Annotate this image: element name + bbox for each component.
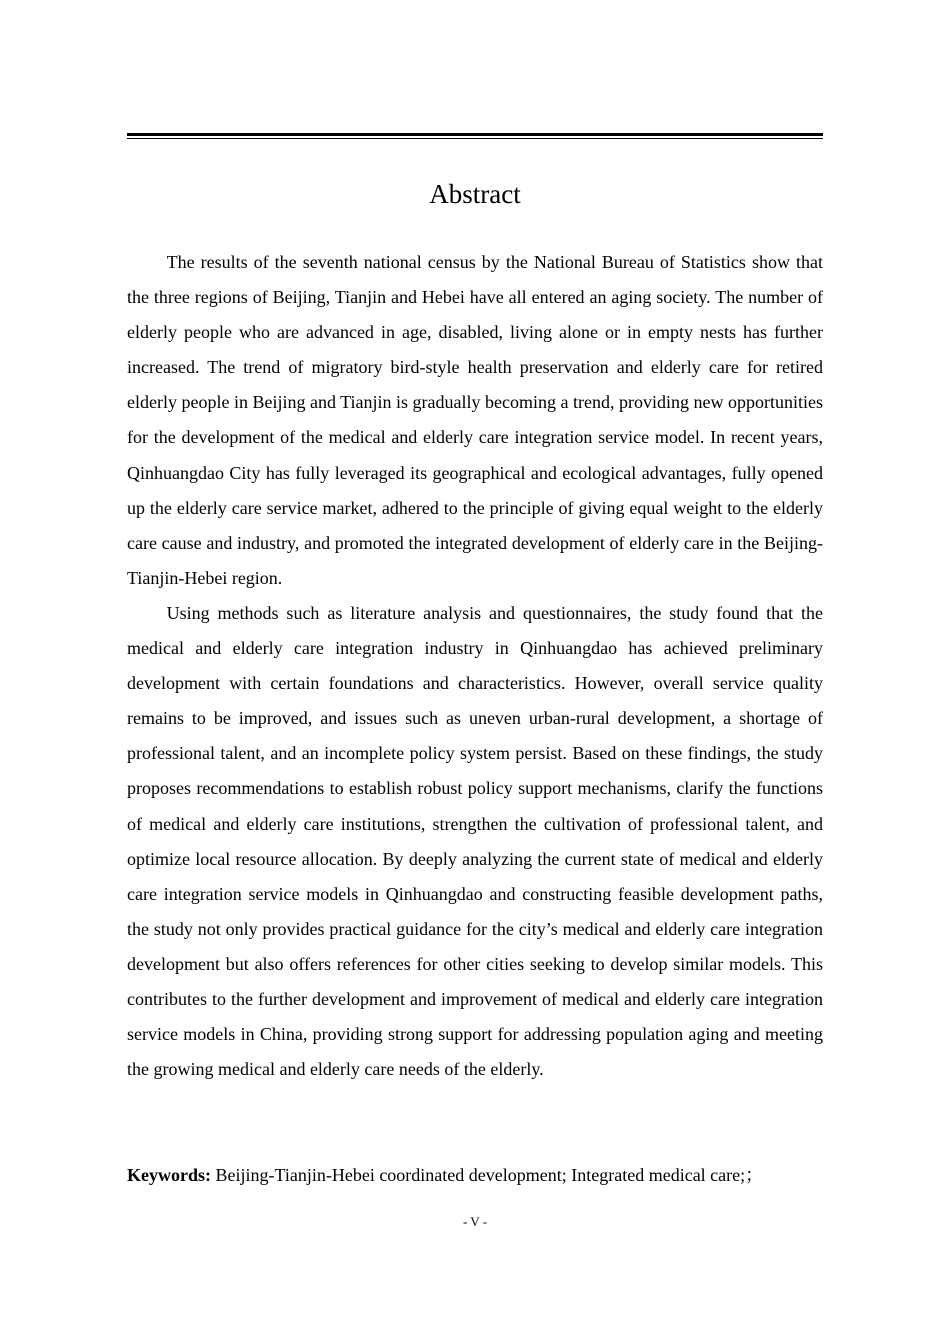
header-double-rule: [127, 133, 823, 139]
keywords-line: [127, 1158, 823, 1193]
abstract-paragraph-2: Using methods such as literature analysis and questionnaires, the study found that the medical and elderly care integration industry in Qinhuangdao has achieved preliminary development with certain foundations and characteristics. However, overall service quality remains to be improved, and issues such as uneven urban-rural development, a shortage of professional talent, and an incomplete policy system persist. Based on these findings, the study proposes recommendations to establish robust policy support mechanisms, clarify the functions of medical and elderly care institutions, strengthen the cultivation of professional talent, and optimize local resource allocation. By deeply analyzing the current state of medical and elderly care integration service models in Qinhuangdao and constructing feasible development paths, the study not only provides practical guidance for the city’s medical and elderly care integration development but also offers references for other cities seeking to develop similar models. This contributes to the further development and improvement of medical and elderly care integration service models in China, providing strong support for addressing population aging and meeting the growing medical and elderly care needs of the elderly.: [127, 602, 823, 1080]
keywords-text: Beijing-Tianjin-Hebei coordinated development; Integrated medical care;；: [211, 1165, 764, 1185]
keywords-label: Keywords:: [127, 1165, 211, 1185]
abstract-title: Abstract: [429, 179, 521, 209]
abstract-body: [127, 245, 823, 1087]
abstract-paragraph-1: The results of the seventh national census by the National Bureau of Statistics show that the three regions of Beijing, Tianjin and Hebei have all entered an aging society. The number of elderly people who are advanced in age, disabled, living alone or in empty nests has further increased. The trend of migratory bird-style health preservation and elderly care for retired elderly people in Beijing and Tianjin is gradually becoming a trend, providing new opportunities for the development of the medical and elderly care integration service model. In recent years, Qinhuangdao City has fully leveraged its geographical and ecological advantages, fully opened up the elderly care service market, adhered to the principle of giving equal weight to the elderly care cause and industry, and promoted the integrated development of elderly care in the Beijing-Tianjin-Hebei region.: [127, 252, 823, 588]
page-number: - V -: [462, 1214, 488, 1229]
